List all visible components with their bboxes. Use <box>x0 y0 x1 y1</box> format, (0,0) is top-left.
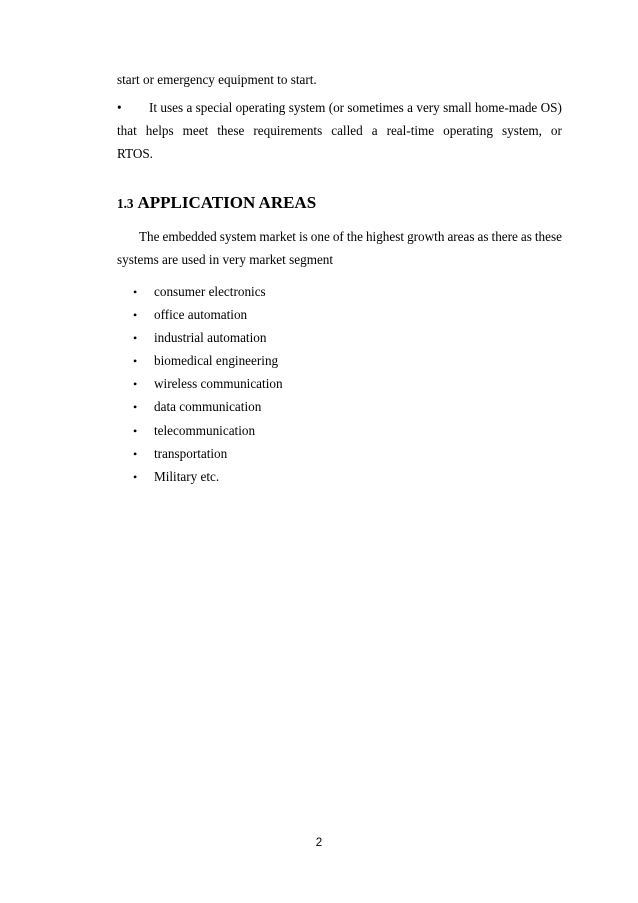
bullet-icon: • <box>133 400 138 415</box>
list-item-text: Military etc. <box>154 468 220 484</box>
page-number: 2 <box>315 837 323 849</box>
word: areas <box>447 229 475 244</box>
word: called <box>331 123 363 138</box>
word: these <box>534 229 562 244</box>
word: that <box>117 123 137 138</box>
word: special <box>195 100 233 115</box>
word: small <box>443 100 472 115</box>
word: these <box>217 123 245 138</box>
word: uses <box>160 100 184 115</box>
list-item-text: biomedical engineering <box>154 353 279 369</box>
word: a <box>371 123 378 138</box>
word: real-time <box>386 123 435 138</box>
word: growth <box>407 229 445 244</box>
word: system, <box>501 123 542 138</box>
list-item-text: consumer electronics <box>154 284 266 299</box>
bullet-icon: • <box>133 331 138 346</box>
word: OS) <box>540 100 562 115</box>
rtos-line-1 <box>149 100 562 116</box>
intro-line-1 <box>139 229 562 245</box>
word: sometimes <box>347 100 404 115</box>
word: (or <box>328 100 345 115</box>
bullet-icon: • <box>133 354 138 369</box>
word: helps <box>145 123 174 138</box>
bullet-icon: • <box>117 100 122 115</box>
section-title: APPLICATION AREAS <box>137 193 317 212</box>
word: requirements <box>253 123 323 138</box>
word: The <box>139 229 160 244</box>
rtos-line-2 <box>117 123 562 139</box>
continuation-line: start or emergency equipment to start. <box>117 72 317 87</box>
list-item-text: transportation <box>154 445 228 461</box>
word: a <box>186 100 193 115</box>
list-item-text: telecommunication <box>154 422 256 438</box>
word: operating <box>443 123 493 138</box>
list-item-text: industrial automation <box>154 330 267 346</box>
word: embedded <box>162 229 217 244</box>
bullet-icon: • <box>133 423 138 438</box>
word: of <box>332 229 344 244</box>
section-number: 1.3 <box>117 196 134 211</box>
list-item-text: data communication <box>154 399 262 415</box>
word: system <box>219 229 257 244</box>
word: is <box>298 229 308 244</box>
word: It <box>149 100 158 115</box>
bullet-icon: • <box>133 377 138 392</box>
list-item-text: office automation <box>154 307 248 323</box>
word: there <box>491 229 518 244</box>
intro-line-2: systems are used in very market segment <box>117 252 334 267</box>
rtos-line-3: RTOS. <box>117 146 153 161</box>
word: market <box>259 229 296 244</box>
bullet-icon: • <box>133 285 138 299</box>
word: system <box>288 100 326 115</box>
bullet-icon: • <box>133 446 138 461</box>
word: or <box>550 123 562 138</box>
word: home-made <box>475 100 538 115</box>
word: a <box>407 100 414 115</box>
word: as <box>520 229 532 244</box>
word: very <box>416 100 440 115</box>
word: meet <box>182 123 209 138</box>
list-item-text: wireless communication <box>154 376 283 392</box>
word: highest <box>365 229 405 244</box>
section-heading <box>117 193 316 213</box>
word: as <box>477 229 489 244</box>
word: the <box>346 229 363 244</box>
word: operating <box>235 100 286 115</box>
word: one <box>310 229 330 244</box>
bullet-icon: • <box>133 308 138 323</box>
bullet-icon: • <box>133 469 138 484</box>
